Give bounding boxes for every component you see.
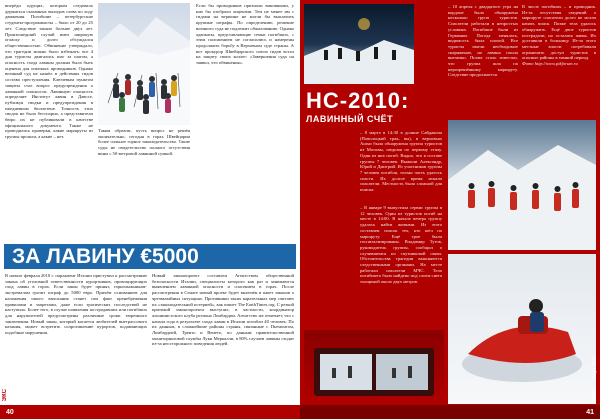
bottom-column-2 xyxy=(152,273,294,347)
right-footer-bar xyxy=(300,405,600,419)
article-text: В начале февраля 2010 г. парламент Италии приступил к рассмотрению закона об уголовной ответственности курортников, провоцирующих сход лавин в горах. Если закон будет принят, горнолыжникам-экстремалам грозит штраф до 5000 евро. Причём основанием для наложения такого взыскания станет сам факт пренебрежения правилами и запретами, даже если трагических последствий не наступило. Более того, в случае появления пострадавших или погибших для нарушителей предусмотрены различные сроки тюремного заключения. Новый закон, который касается любителей внетрассового катания, может встретить сопротивление курортов, подавляющих подобные нарушения. xyxy=(5,273,147,336)
magazine-brand: ЭКС xyxy=(592,388,598,401)
headline: HC-2010: xyxy=(306,88,410,113)
avalanche-photo xyxy=(304,330,444,404)
rescue-team-photo xyxy=(448,120,596,250)
article-text: Если бы проводников признали виновными, у них бы отобрали лицензии. Тем не менее им с гидами на вершине не могли бы выплатить крупные штрафы. По определению, решение военного суда не подлежит обжалованию. Однако адвокаты, представляющие семьи погибших, с этим положением не согласились и намерены продолжить борьбу в Верховном суде страны. А вот прокурор Швейцарского союза гидов встал на защиту своих коллег: «Завершения суда он заявил, что обвинения». xyxy=(196,3,294,66)
rescue-photo xyxy=(304,4,414,84)
right-column-left xyxy=(360,205,442,285)
article-text: – 8 марта в 14:30 в долине Сайдакопа (Поволоцкий трак, вы), в верховьях Ашхи была обнаружена группа туристов из Москвы, шедшая по первому этапу. Один из них погиб. Видно, что в составе группы 7 человек. Выжили Александр, Юрий и Дмитрий. Из участников группы 7 человек погибли, только часть удалось спасти. Их долгое время искали спасатели. Местность была сложной для поиска. xyxy=(360,130,442,193)
top-column-1 xyxy=(5,3,93,140)
article-text: вперёди идущих, которым следовало держаться сказанных выходов слева по ходу движения. Погибшие – петербургские студенты-программисты – было от 20 до 25 лет. Следствие заняло больше двух лет. Произошедший случай имел широкую огласку и долго обсуждался общественностью. Обвинение утверждало, что трагедии можно было избежать: все 4 дня туристы двигались шаг за шагом, а опасность схода лавины должна была быть оценена для опытных проводников. Однако военный суд не нашёл в действиях гидов состава преступления. Ключевым пунктом защиты стал вопрос предупреждения о лавинной опасности. Лавинную опасность определяет Институт лавин в Давосе, публикуя сводки и предупреждения в ежедневном бюллетене. Точность этих сводок не была бесспорна, а представители бюро их не публиковали в качестве официального документа. Также не проводились проверки, какие маршруты из группы прошли, а какие – нет. xyxy=(5,3,93,140)
photo-credit: Фото http://www.pikforum.ru xyxy=(522,61,578,67)
skiers-photo xyxy=(98,3,190,125)
snowmobile-photo xyxy=(448,254,596,404)
left-footer-bar xyxy=(0,405,300,419)
page-number: 41 xyxy=(586,409,594,416)
article-text: В числе погибших – и проводник. Из-за отсутствия сведений о маршруте спасатели долго не могли начать поиск. Позже тела удалось обнаружить. Ещё двое туристов пострадали, но остались живы. Их доставили в больницу. Из-за этого местные власти потребовали ограничить доступ туристов в опасные районы в зимний период. xyxy=(522,4,596,61)
article-text: Таким образом, пусть вопрос не решён окончательно, сегодня в горах Швейцарии более сильное горное законодательство. Такие суды не свидетельство полного отсутствия вины с 50-метровой лавинной сумкой. xyxy=(98,128,190,156)
article-text: – В январе 9 выпустила сервис группа в 12 человек. Один из туристов погиб на месте в 14:00. В начале вечера группу удалось найти живыми. Из этого составлен список тех, кто шёл по маршруту. Ещё трое были госпитализированы. Владимир Тугов, руководитель группы, сообщил о случившемся по спутниковой связи. Обстоятельства трагедии выясняются следственными органами. На месте работали спасатели МЧС. Тело погибшего было найдено под слоем снега толщиной около двух метров. xyxy=(360,205,442,285)
headline-subtitle: ЛАВИННЫЙ СЧЁТ xyxy=(306,114,394,124)
bottom-column-1 xyxy=(5,273,147,336)
right-column-middle xyxy=(448,4,518,78)
article-text: Новый законопроект составлен Агентством общественной безопасности Италии, специалисты которого как раз и занимаются выявлением лавинной опасности и спасением в горах. После рассмотрения в Сенате новый проект будет включён в пакет законов о чрезвычайных ситуациях. Противники таких карательных мер считают их «законодательной истерией», как пишет The EarthTimes.org. С резкой критикой законопроекта выступил, в частности, координатор альпинистского клуба региона Ломбардии. Агентство же отмечает, что с начала года в результате схода лавин в Италии погибли 40 человек. По их данным, в сложнейшие районы страны, связанные с Пьемонтом, Ломбардией, Тренто и Венето, по данным правительственной мониторинговой службы Луки Меркалли, в 80% случаев лавины сходят из-за неосторожного поведения людей. xyxy=(152,273,294,347)
right-page xyxy=(300,0,600,419)
article-text: – 10 апреля с двадцатого утра на кордоне было обнаружено несколько групп туристов. Спасатели работали в непростых условиях. Погибшие были из Германии. Погода менялась, видимость была плохой. Все туристы имели необходимое снаряжение, но лавина сошла внезапно. Позже стало известно, что группа шла по неразрешённому маршруту. Следствие продолжается. xyxy=(448,4,518,78)
top-column-2 xyxy=(98,128,190,157)
intro-column xyxy=(360,130,442,193)
magazine-brand: ЭКС xyxy=(2,388,8,401)
section-banner: ЗА ЛАВИНУ €5000 xyxy=(4,244,296,269)
page-number: 40 xyxy=(6,409,14,416)
right-column-right xyxy=(522,4,596,67)
issue-date: март 2010 xyxy=(592,355,598,379)
top-column-3 xyxy=(196,3,294,66)
